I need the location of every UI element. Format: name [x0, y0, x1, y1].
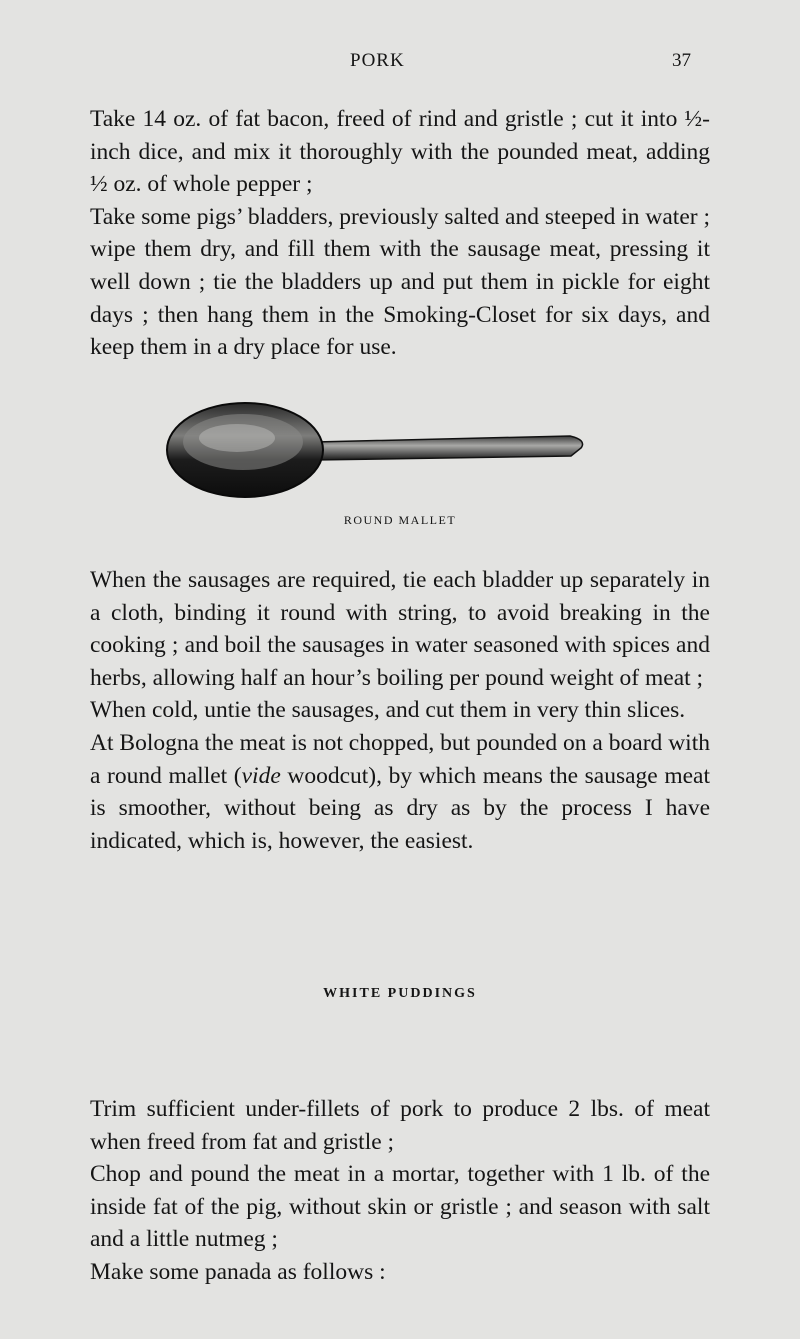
paragraph-bologna: At Bologna the meat is not chopped, but pounded on a board with a round mallet (vide woodcut), by which means the sausage meat is smoother, without being as dry as by the process I have indicated, which is, however, the easiest. — [90, 729, 710, 854]
round-mallet-illustration — [165, 398, 590, 502]
paragraph: Trim sufficient under-fillets of pork to produce 2 lbs. of meat when freed from fat and gristle ; — [90, 1096, 710, 1155]
section-cooking-and-serving — [90, 564, 710, 857]
illustration-caption: ROUND MALLET — [343, 513, 457, 527]
paragraph: Take some pigs’ bladders, previously salted and steeped in water ; wipe them dry, and fill them with the sausage meat, pressing it well down ; tie the bladders up and put them in pickle for eight days ; then hang them in the Smoking-Closet for six days, and keep them in a dry place for use. — [90, 203, 710, 361]
paragraph: Take 14 oz. of fat bacon, freed of rind and gristle ; cut it into ½-inch dice, and mix it thoroughly with the pounded meat, adding ½ oz. of whole pepper ; — [90, 106, 710, 198]
section-sausage-preparation — [90, 103, 710, 364]
paragraph: Make some panada as follows : — [90, 1258, 386, 1285]
section-heading: WHITE PUDDINGS — [323, 986, 477, 1001]
paragraph: Chop and pound the meat in a mortar, together with 1 lb. of the inside fat of the pig, without skin or gristle ; and season with salt and a little nutmeg ; — [90, 1161, 710, 1253]
paragraph: When the sausages are required, tie each bladder up separately in a cloth, binding it round with string, to avoid breaking in the cooking ; and boil the sausages in water seasoned with spices and herbs, allowing half an hour’s boiling per pound weight of meat ; — [90, 567, 710, 691]
page-number: 37 — [672, 50, 691, 71]
page-header — [0, 50, 800, 80]
paragraph: When cold, untie the sausages, and cut them in very thin slices. — [90, 697, 686, 724]
section-white-puddings — [90, 1093, 710, 1289]
running-title: PORK — [350, 50, 405, 71]
